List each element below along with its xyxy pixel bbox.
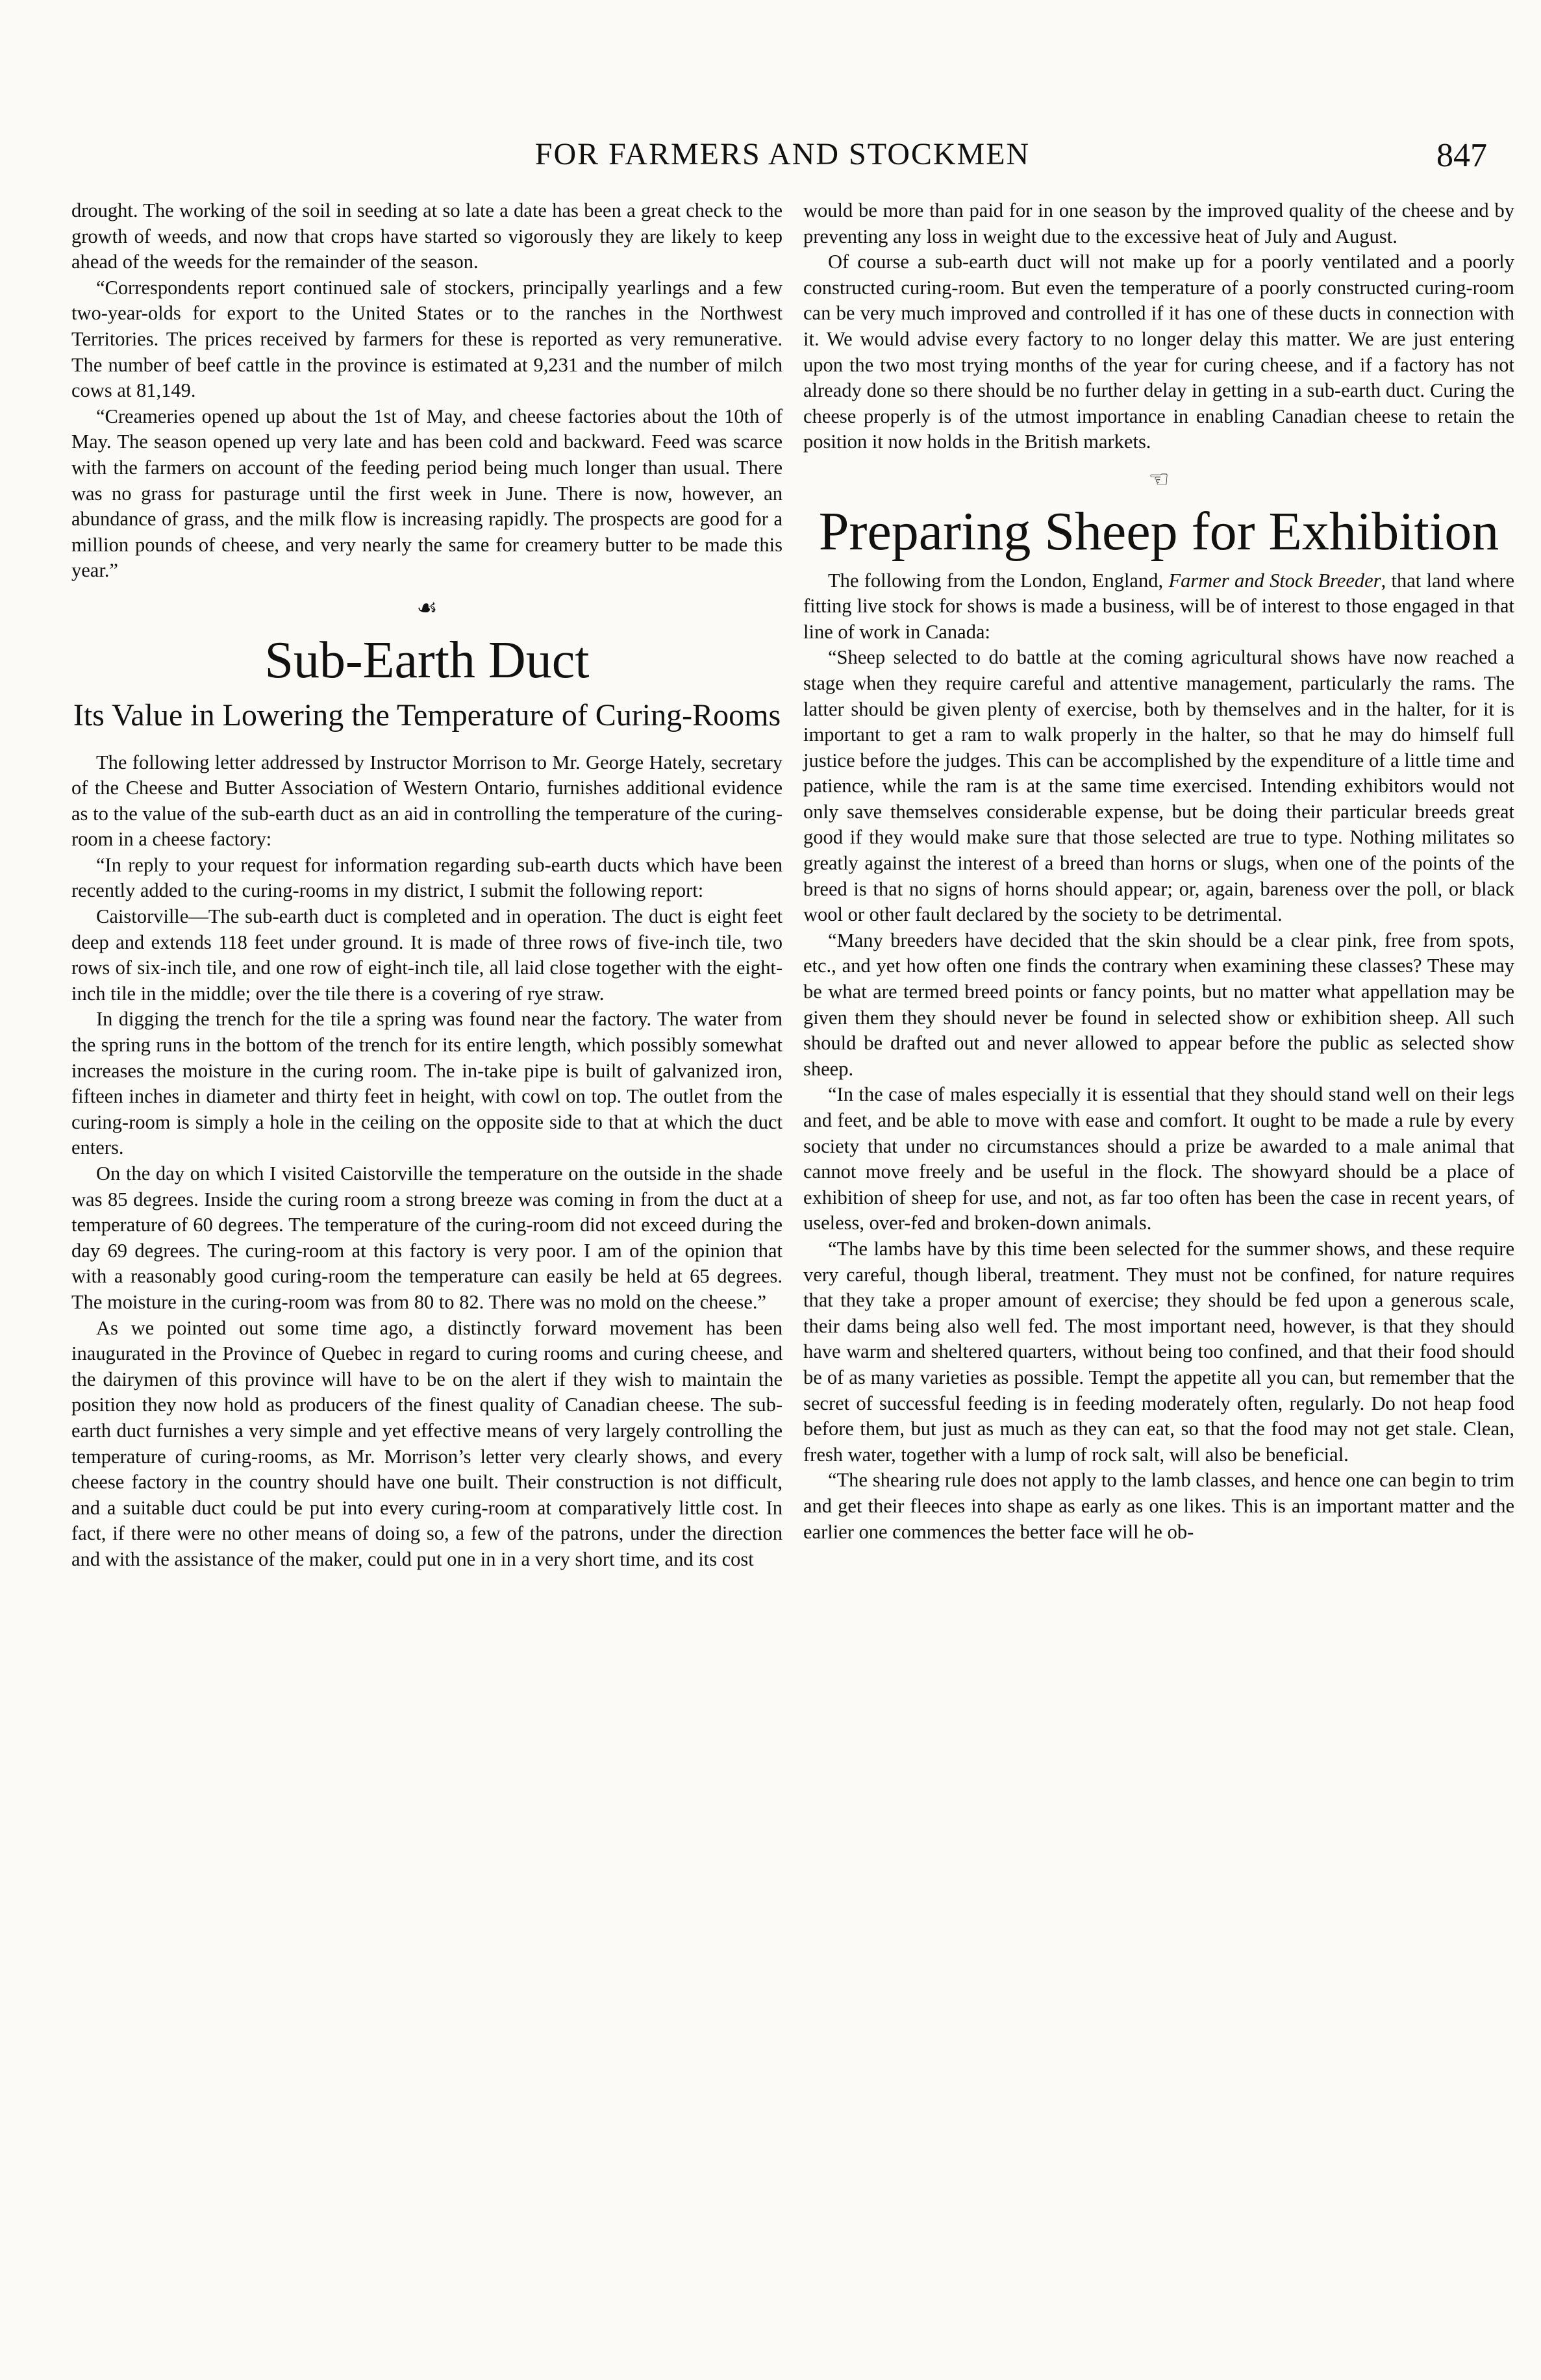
text-run: The following from the London, England, xyxy=(828,569,1169,592)
paragraph: “Correspondents report continued sale of stockers, principally yearlings and a few two-year-olds for export to the United States or to the ranches in the Northwest Territories. The prices received by farmers for these is reported as very remunerative. The number of beef cattle in the province is estimated at 9,231 and the number of milch cows at 81,149. xyxy=(71,276,783,402)
paragraph: “In the case of males especially it is essential that they should stand well on their legs and feet, and be able to move with ease and comfort. It ought to be made a rule by every society that under no circumstances should a prize be awarded to a male animal that cannot move freely and be useful in the flock. The showyard should be a place of exhibition of sheep for use, and not, as far too often has been the case in recent years, of useless, over-fed and broken-down animals. xyxy=(803,1083,1514,1234)
running-head xyxy=(78,136,1487,175)
paragraph: On the day on which I visited Caistorville the temperature on the outside in the shade was 85 degrees. Inside the curing room a strong breeze was coming in from the duct at a temperature of 60 degrees. The temperature of the curing-room did not exceed during the day 69 degrees. The curing-room at this factory is very poor. I am of the opinion that with a reasonably good curing-room the temperature can easily be held at 65 degrees. The moisture in the curing-room was from 80 to 82. There was no mold on the cheese.” xyxy=(71,1162,783,1313)
paragraph: Of course a sub-earth duct will not make up for a poorly ventilated and a poorly constructed curing-room. But even the temperature of a poorly constructed curing-room can be very much improved and controlled if it has one of these ducts in connection with it. We would advise every factory to no longer delay this matter. We are just entering upon the two most trying months of the year for curing cheese, and if a factory has not already done so there should be no further delay in getting in a sub-earth duct. Curing the cheese properly is of the utmost importance in enabling Canadian cheese to retain the position it now holds in the British markets. xyxy=(803,251,1514,453)
paragraph: Caistorville—The sub-earth duct is completed and in operation. The duct is eight feet deep and extends 118 feet under ground. It is made of three rows of five-inch tile, two rows of six-inch tile, and one row of eight-inch tile, all laid close together with the eight-inch tile in the middle; over the tile there is a covering of rye straw. xyxy=(71,905,783,1005)
paragraph: “The lambs have by this time been selected for the summer shows, and these require very careful, though liberal, treatment. They must not be confined, for nature requires that they take a proper amount of exercise; they should be fed upon a generous scale, their dams being also well fed. The most important need, however, is that they should have warm and sheltered quarters, without being too confined, and that their food should be of as many varieties as possible. Tempt the appetite all you can, but remember that the secret of successful feeding is in feeding moderately often, regularly. Do not heap food before them, but just as much as they can eat, so that the food may not get stale. Clean, fresh water, together with a lump of rock salt, will also be beneficial. xyxy=(803,1237,1514,1466)
paragraph: “Many breeders have decided that the skin should be a clear pink, free from spots, etc., and yet how often one finds the contrary when examining these classes? These may be what are termed breed points or fancy points, but no matter what appellation may be given them they should never be found in selected show or exhibition sheep. All such should be drafted out and never allowed to appear before the public as selected show sheep. xyxy=(803,929,1514,1080)
paragraph xyxy=(803,568,1514,645)
fleuron-ornament-icon: ☙ xyxy=(416,594,438,621)
article-title: Preparing Sheep for Exhibition xyxy=(818,501,1499,562)
paragraph: “In reply to your request for information regarding sub-earth ducts which have been recently added to the curing-rooms in my district, I submit the following report: xyxy=(71,853,783,902)
paragraph: “Sheep selected to do battle at the coming agricultural shows have now reached a stage when they require careful and attentive management, particularly the rams. The latter should be given plenty of exercise, both by themselves and in the halter, for it is important to get a ram to walk properly in the halter, so that he may do himself full justice before the judges. This can be accomplished by the expenditure of a little time and patience, while the ram is at the same time exercised. Intending exhibitors would not only save themselves considerable expense, but be doing their particular breeds great good if they would make sure that those selected are true to type. Nothing militates so greatly against the interest of a breed than horns or slugs, when one of the points of the breed is that no signs of horns should appear; or, again, bareness over the poll, or black wool or other fault declared by the society to be detrimental. xyxy=(803,646,1514,926)
paragraph: As we pointed out some time ago, a distinctly forward movement has been inaugurated in the Province of Quebec in regard to curing rooms and curing cheese, and the dairymen of this province will have to be on the alert if they wish to maintain the position they now hold as producers of the finest quality of Canadian cheese. The sub-earth duct furnishes a very simple and yet effective means of very largely controlling the temperature of curing-rooms, as Mr. Morrison’s letter very clearly shows, and every cheese factory in the country should have one built. Their construction is not difficult, and a suitable duct could be put into every curing-room at comparatively little cost. In fact, if there were no other means of doing so, a few of the patrons, under the direction and with the assistance of the maker, could put one in in a very short time, and its cost xyxy=(71,1316,783,1570)
paragraph: In digging the trench for the tile a spring was found near the factory. The water from the spring runs in the bottom of the trench for its entire length, which possibly somewhat increases the moisture in the curing room. The in-take pipe is built of galvanized iron, fifteen inches in diameter and thirty feet in height, with cowl on top. The outlet from the curing-room is simply a hole in the ceiling on the opposite side to that at which the duct enters. xyxy=(71,1008,783,1159)
paragraph: drought. The working of the soil in seeding at so late a date has been a great check to the growth of weeds, and now that crops have started so vigorously they are likely to keep ahead of the weeds for the remainder of the season. xyxy=(71,199,783,273)
publication-name: Farmer and Stock Breeder xyxy=(1168,569,1381,592)
paragraph: The following letter addressed by Instructor Morrison to Mr. George Hately, secretary of the Cheese and Butter Association of Western Ontario, furnishes additional evidence as to the value of the sub-earth duct as an aid in controlling the temperature of the curing-room in a cheese factory: xyxy=(71,751,783,851)
page-number: 847 xyxy=(1436,137,1487,174)
pointing-hand-icon: ☜ xyxy=(1148,466,1170,492)
article-title: Sub-Earth Duct xyxy=(264,631,590,689)
paragraph: “The shearing rule does not apply to the lamb classes, and hence one can begin to trim and get their fleeces into shape as early as one likes. This is an important matter and the earlier one commences the better face will he ob- xyxy=(803,1469,1514,1543)
left-column xyxy=(71,198,783,1573)
text-run: , that land where fitting live stock for shows is made a business, will be of interest to those engaged in that line of work in Canada: xyxy=(803,569,1514,643)
paragraph: would be more than paid for in one season by the improved quality of the cheese and by preventing any loss in weight due to the excessive heat of July and August. xyxy=(803,199,1514,247)
paragraph: “Creameries opened up about the 1st of May, and cheese factories about the 10th of May. The season opened up very late and has been cold and backward. Feed was scarce with the farmers on account of the feeding period being much longer than usual. There was no grass for pasturage until the first week in June. There is now, however, an abundance of grass, and the milk flow is increasing rapidly. The prospects are good for a million pounds of cheese, and very nearly the same for creamery butter to be made this year.” xyxy=(71,405,783,582)
article-subtitle: Its Value in Lowering the Temperature of Curing-Rooms xyxy=(73,697,781,733)
right-column xyxy=(803,198,1514,1545)
running-title: FOR FARMERS AND STOCKMEN xyxy=(534,137,1031,171)
